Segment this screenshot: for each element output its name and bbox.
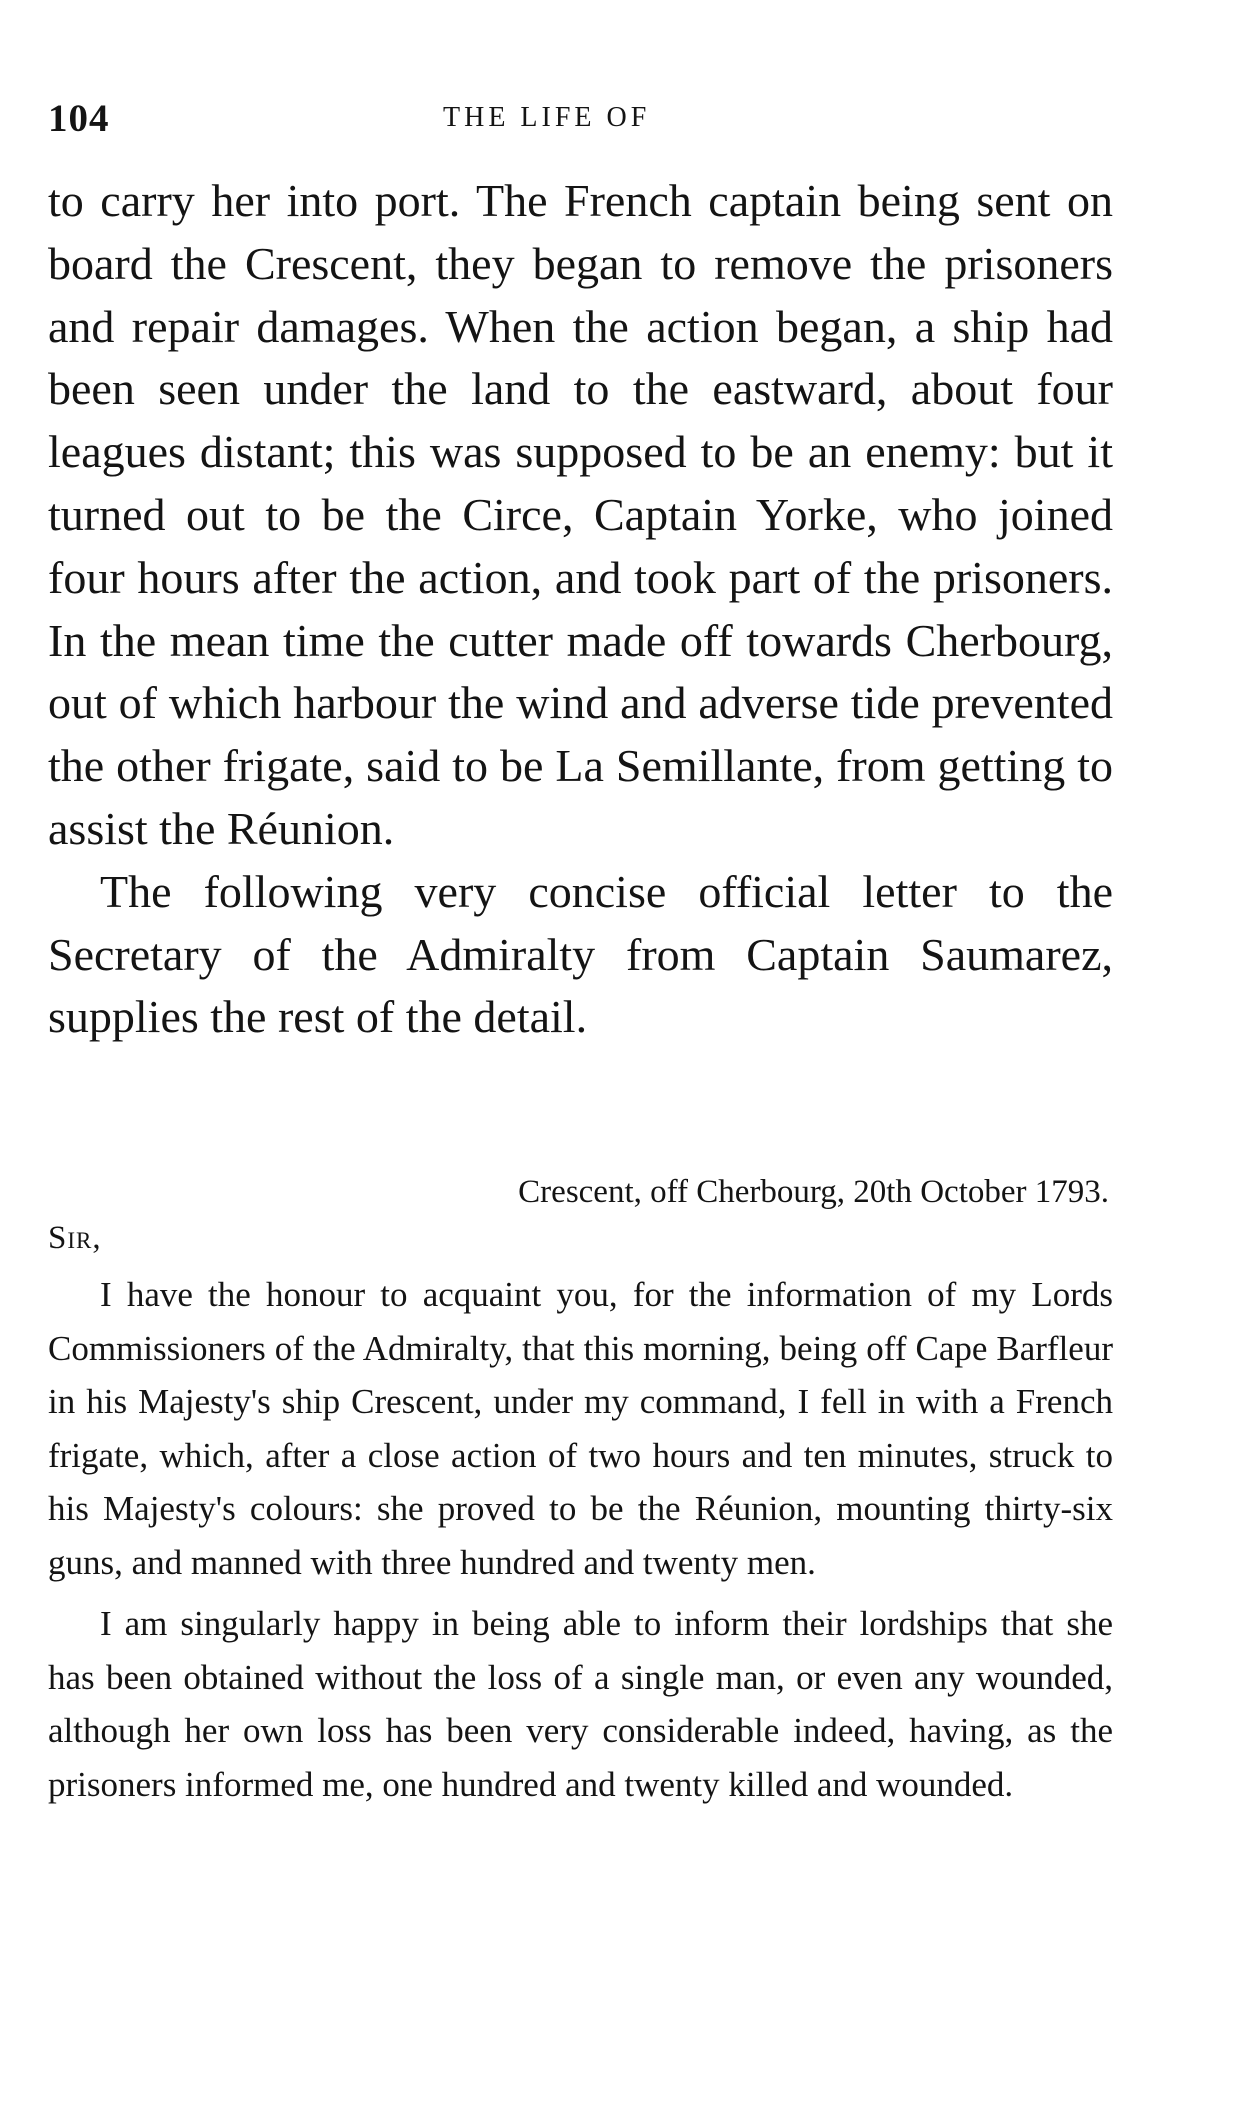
letter-paragraph: I have the honour to acquaint you, for the information of my Lords Commissioners of the Admiralty, that this morning, being off Cape Barfleur in his Majesty's ship Crescent, under my command, I fell in with a French frigate, which, after a close action of two hours and ten minutes, struck to his Majesty's colours: she proved to be the Réunion, mounting thirty-six guns, and manned with three hundred and twenty men. [48,1275,1113,1582]
page-number: 104 [48,97,110,140]
letter-paragraph: I am singularly happy in being able to inform their lordships that she has been obtained without the loss of a single man, or even any wounded, although her own loss has been very considerable indeed, having, as the prisoners informed me, one hundred and twenty killed and wounded. [48,1604,1113,1804]
running-title: THE LIFE OF [443,102,651,133]
body-paragraph: to carry her into port. The French captain being sent on board the Crescent, they began to remove the prisoners and repair damages. When the action began, a ship had been seen under the land to the eastward, about four leagues distant; this was supposed to be an enemy: but it turned out to be the Circe, Captain Yorke, who joined four hours after the action, and took part of the prisoners. In the mean time the cutter made off towards Cherbourg, out of which harbour the wind and adverse tide prevented the other frigate, said to be La Semillante, from getting to assist the Réunion. [48,175,1113,854]
running-head [48,96,1120,146]
main-text [48,170,1113,1049]
body-paragraph: The following very concise official letter to the Secretary of the Admiralty from Captain Saumarez, supplies the rest of the detail. [48,865,1113,1043]
letter-dateline: Crescent, off Cherbourg, 20th October 1793. [518,1174,1109,1210]
quoted-letter [48,1172,1113,1811]
letter-salutation: Sir, [48,1220,102,1256]
